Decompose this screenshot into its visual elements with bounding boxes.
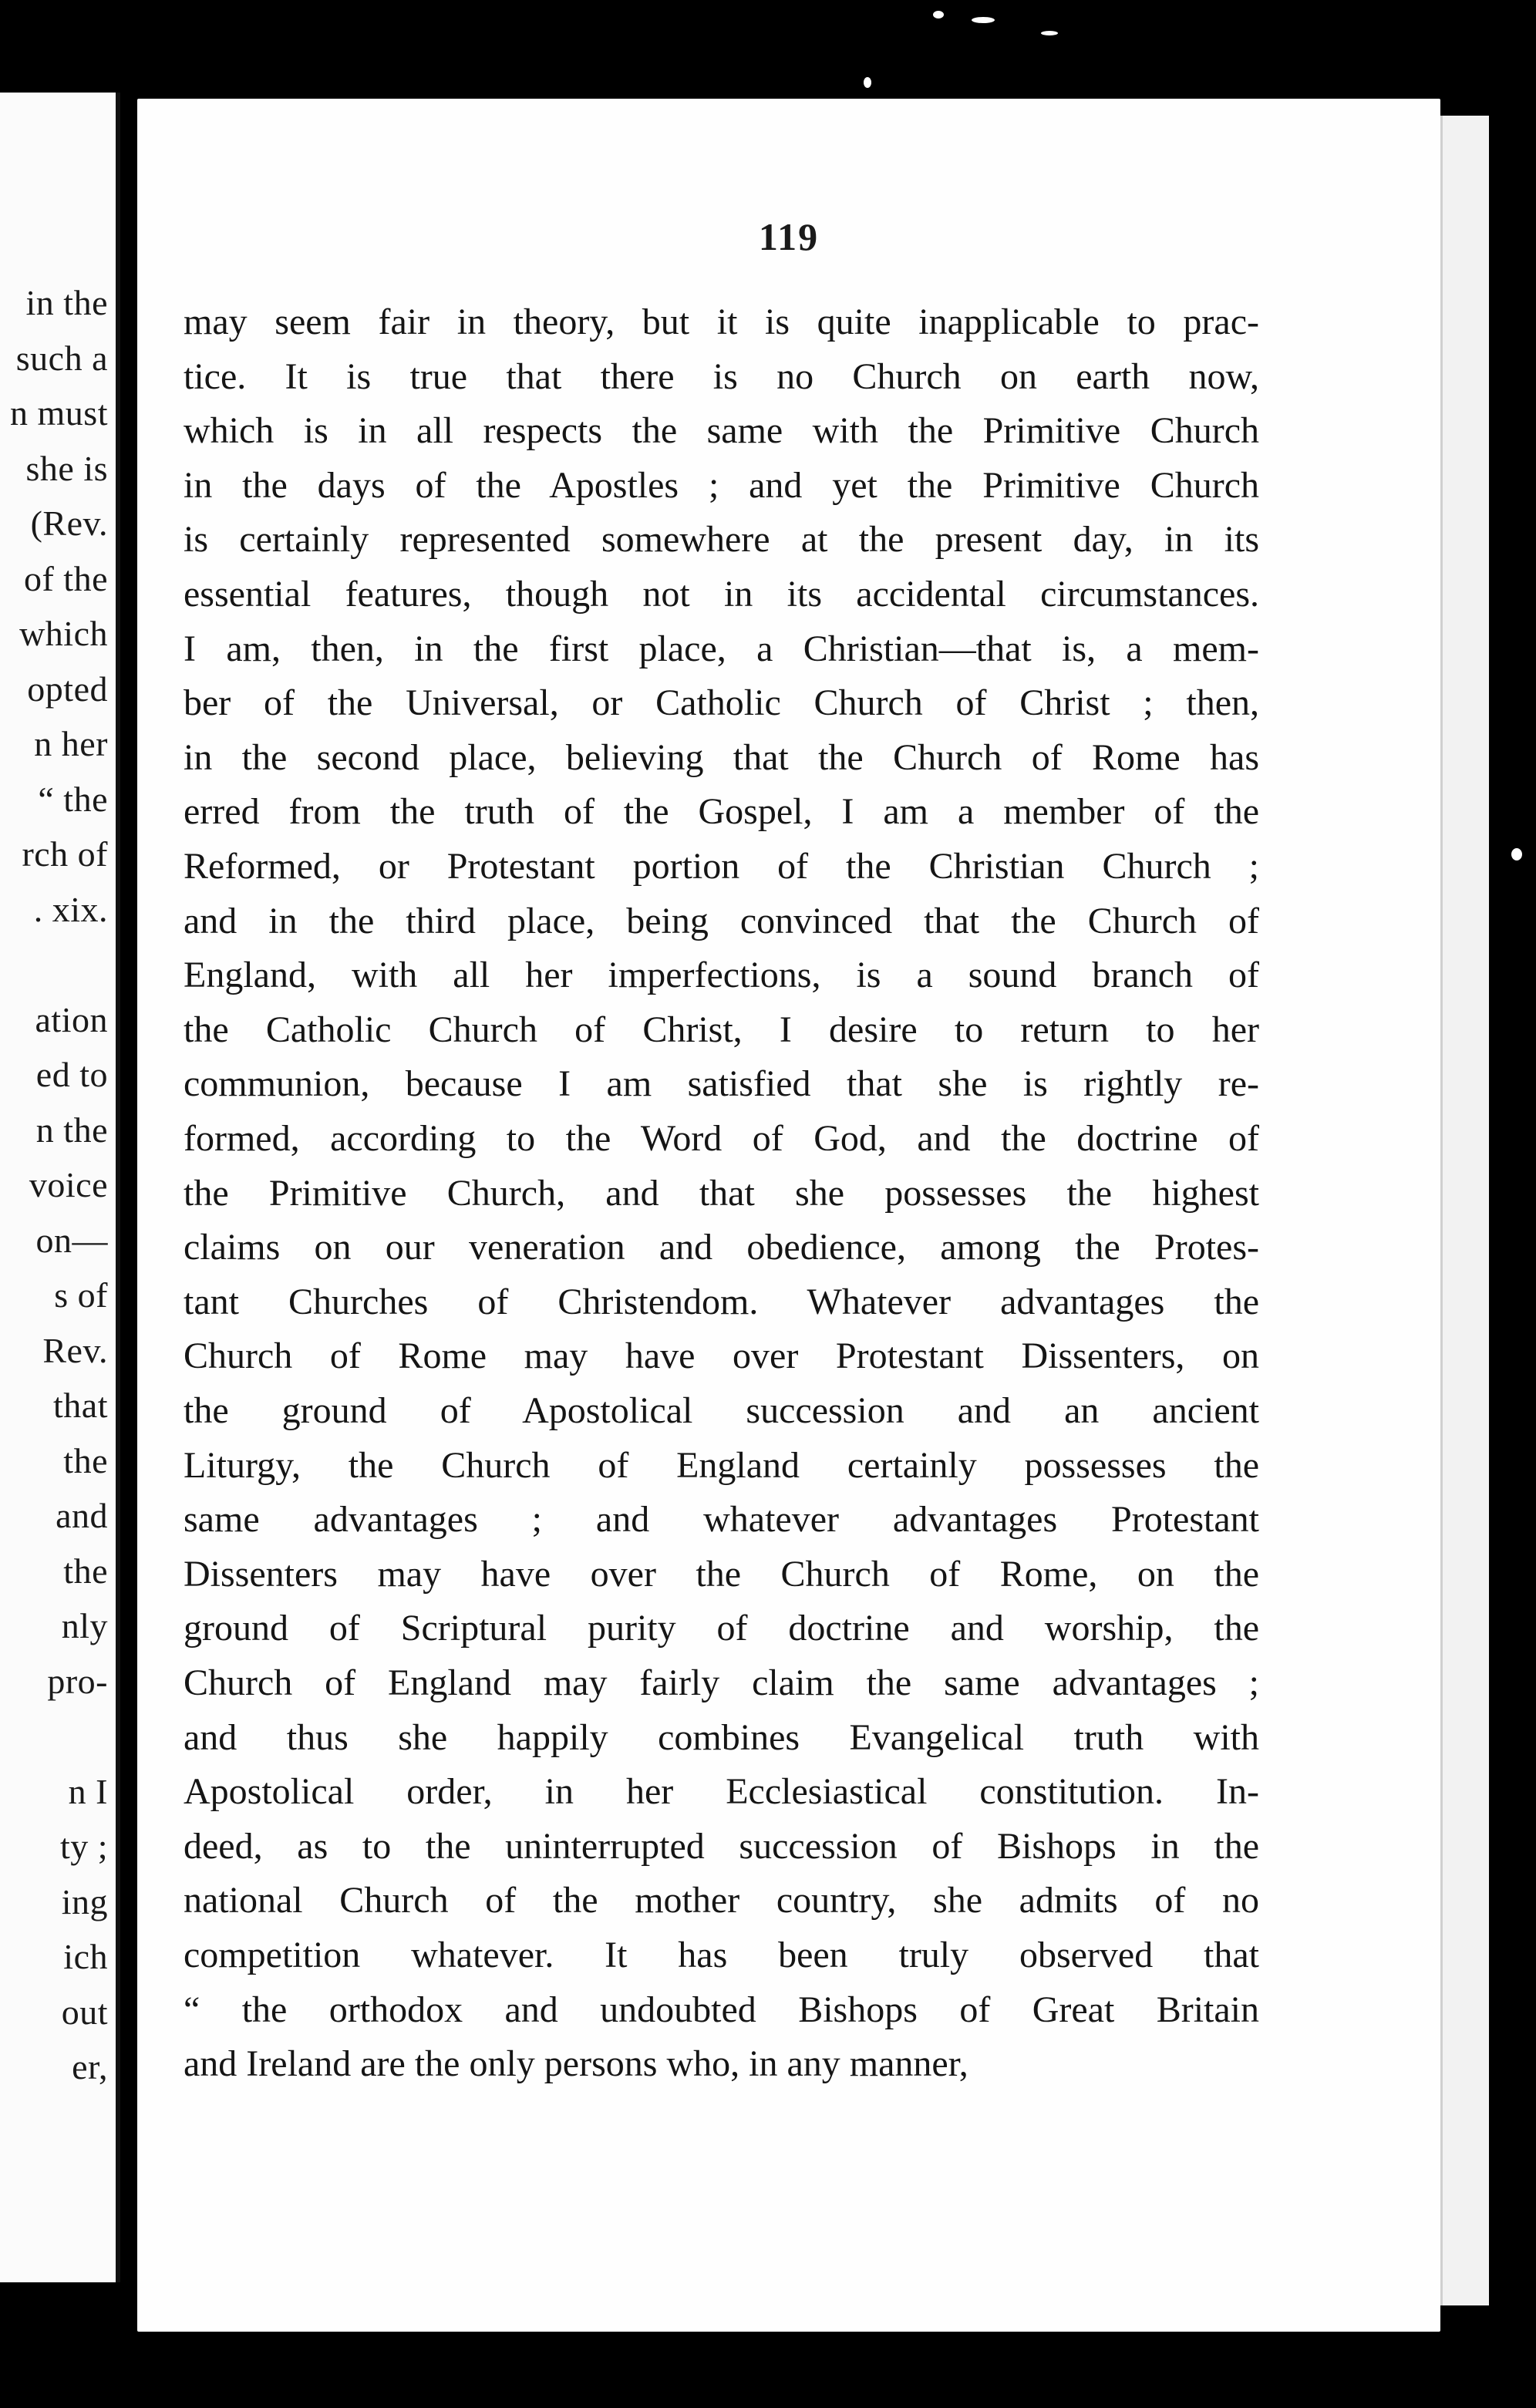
text-line: I am, then, in the first place, a Christian—that is, a mem- [184, 628, 1259, 669]
previous-page-line: n I [68, 1771, 108, 1811]
previous-page-line: opted [27, 669, 108, 709]
text-line: Dissenters may have over the Church of Rome, on the [184, 1553, 1259, 1595]
text-line: and Ireland are the only persons who, in any manner, [184, 2043, 968, 2085]
scan-speck [972, 17, 995, 23]
text-line: competition whatever. It has been truly observed that [184, 1935, 1259, 1975]
previous-page-line: voice [29, 1165, 108, 1204]
scan-speck [933, 11, 944, 19]
text-line: Liturgy, the Church of England certainly possesses the [184, 1444, 1259, 1486]
previous-page-line: s of [54, 1275, 108, 1315]
text-line: and in the third place, being convinced that the Church of [184, 900, 1259, 941]
previous-page-line: ty ; [59, 1827, 108, 1866]
text-line: Apostolical order, in her Ecclesiastical constitution. In- [184, 1771, 1259, 1813]
previous-page-fragment [0, 93, 120, 2282]
previous-page-line: she is [25, 448, 108, 488]
text-line: the Catholic Church of Christ, I desire to return to her [184, 1009, 1259, 1050]
previous-page-line: ed to [35, 1055, 108, 1094]
text-line: tice. It is true that there is no Church on earth now, [184, 355, 1259, 397]
previous-page-line: such a [15, 338, 108, 378]
current-page [137, 99, 1440, 2332]
previous-page-line: nly [61, 1606, 108, 1645]
previous-page-line: of the [23, 558, 108, 598]
scan-speck [1511, 848, 1522, 860]
text-line: claims on our veneration and obedience, among the Protes- [184, 1227, 1259, 1268]
page-number: 119 [758, 215, 820, 258]
text-line: Church of England may fairly claim the same advantages ; [184, 1662, 1259, 1703]
text-line: may seem fair in theory, but it is quite inapplicable to prac- [184, 301, 1259, 342]
previous-page-line: ation [35, 999, 108, 1039]
previous-page-line: n the [35, 1110, 108, 1150]
text-line: essential features, though not in its accidental circumstances. [184, 574, 1259, 615]
text-line: ground of Scriptural purity of doctrine and worship, the [184, 1608, 1259, 1649]
page-edge [1440, 116, 1489, 2305]
text-line: and thus she happily combines Evangelical truth with [184, 1716, 1259, 1758]
previous-page-line: “ the [38, 779, 108, 819]
previous-page-line: in the [25, 283, 108, 322]
text-line: which is in all respects the same with the Primitive Church [184, 410, 1259, 452]
previous-page-line: n must [10, 393, 108, 433]
previous-page-line: and [56, 1496, 108, 1535]
previous-page-line: ich [63, 1937, 108, 1976]
text-line: the ground of Apostolical succession and an ancient [184, 1390, 1259, 1431]
previous-page-line: . xix. [33, 889, 108, 929]
previous-page-line: that [53, 1386, 108, 1425]
text-line: Reformed, or Protestant portion of the Christian Church ; [184, 846, 1259, 887]
text-line: formed, according to the Word of God, and the doctrine of [184, 1118, 1259, 1159]
text-line: national Church of the mother country, she admits of no [184, 1880, 1259, 1921]
text-line: erred from the truth of the Gospel, I am a member of the [184, 791, 1259, 833]
previous-page-line: the [63, 1551, 108, 1591]
previous-page-line: er, [72, 2047, 108, 2086]
text-line: same advantages ; and whatever advantages Protestant [184, 1499, 1259, 1541]
previous-page-line: on— [35, 1220, 108, 1260]
previous-page-line: rch of [22, 834, 108, 874]
scan-speck [1041, 31, 1058, 35]
scan-speck [864, 77, 871, 88]
previous-page-line: pro- [47, 1661, 108, 1701]
previous-page-line: the [63, 1440, 108, 1480]
previous-page-line: (Rev. [30, 503, 108, 543]
previous-page-line: Rev. [42, 1330, 108, 1370]
text-line: “ the orthodox and undoubted Bishops of Great Britain [184, 1989, 1259, 2030]
previous-page-line: which [19, 614, 108, 653]
text-line: is certainly represented somewhere at the present day, in its [184, 519, 1259, 561]
text-line: tant Churches of Christendom. Whatever advantages the [184, 1281, 1259, 1322]
text-line: the Primitive Church, and that she possesses the highest [184, 1172, 1259, 1214]
text-line: Church of Rome may have over Protestant Dissenters, on [184, 1335, 1259, 1377]
previous-page-line: n her [34, 724, 108, 763]
text-line: communion, because I am satisfied that she is rightly re- [184, 1063, 1259, 1105]
text-line: in the days of the Apostles ; and yet the Primitive Church [184, 464, 1259, 506]
text-line: in the second place, believing that the Church of Rome has [184, 736, 1259, 778]
text-line: deed, as to the uninterrupted succession of Bishops in the [184, 1825, 1259, 1867]
previous-page-line: ing [61, 1881, 108, 1921]
text-line: England, with all her imperfections, is a sound branch of [184, 955, 1259, 996]
previous-page-line: out [61, 1992, 108, 2032]
text-line: ber of the Universal, or Catholic Church of Christ ; then, [184, 682, 1259, 724]
